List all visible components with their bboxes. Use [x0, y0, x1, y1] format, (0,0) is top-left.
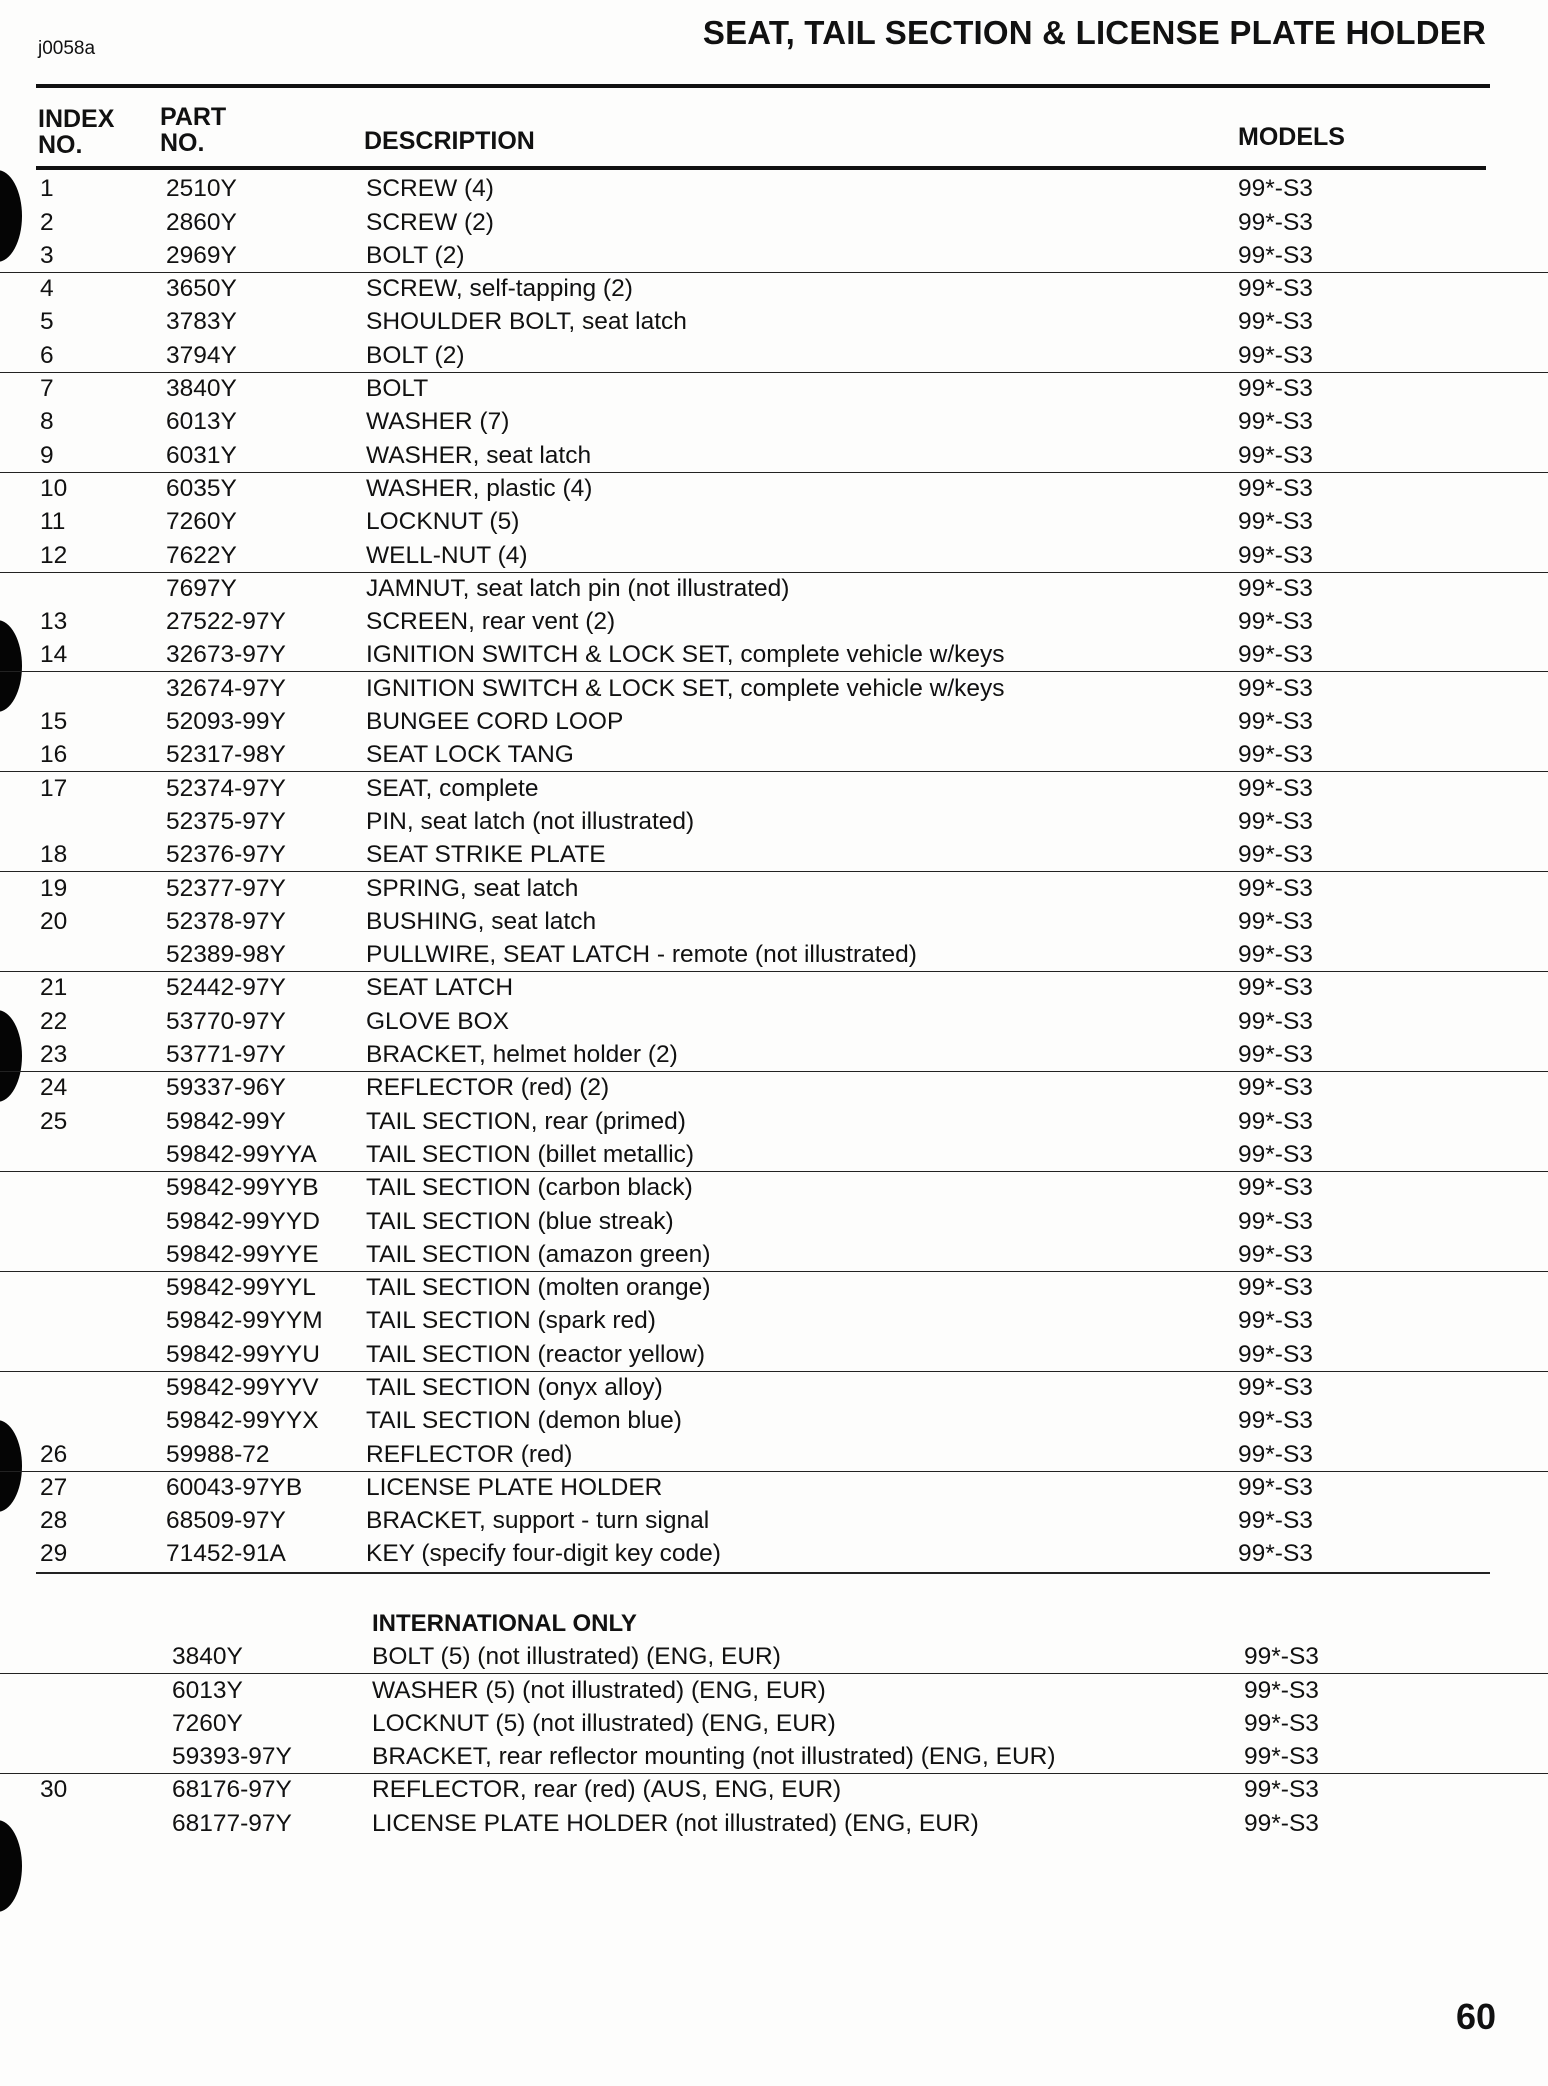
index-cell: 26	[40, 1440, 68, 1468]
description-cell: TAIL SECTION (onyx alloy)	[366, 1373, 663, 1401]
models-cell: 99*-S3	[1238, 874, 1313, 902]
description-cell: JAMNUT, seat latch pin (not illustrated)	[366, 574, 790, 602]
index-cell: 16	[40, 741, 68, 769]
description-cell: WASHER (7)	[366, 408, 510, 436]
models-cell: 99*-S3	[1238, 541, 1313, 569]
index-cell: 30	[40, 1776, 68, 1804]
models-cell: 99*-S3	[1238, 441, 1313, 469]
part-number-cell: 3650Y	[166, 275, 237, 303]
models-cell: 99*-S3	[1238, 508, 1313, 536]
models-cell: 99*-S3	[1238, 408, 1313, 436]
description-cell: SCREW (2)	[366, 208, 494, 236]
table-row	[0, 205, 1548, 238]
table-row	[0, 1038, 1548, 1071]
models-cell: 99*-S3	[1244, 1743, 1319, 1771]
description-cell: TAIL SECTION (blue streak)	[366, 1207, 674, 1235]
part-number-cell: 32674-97Y	[166, 674, 286, 702]
table-row	[0, 1104, 1548, 1137]
table-row	[0, 1371, 1548, 1404]
part-number-cell: 2860Y	[166, 208, 237, 236]
table-row	[0, 1204, 1548, 1237]
description-cell: REFLECTOR (red)	[366, 1440, 573, 1468]
description-cell: LOCKNUT (5)	[366, 508, 520, 536]
table-row	[0, 871, 1548, 904]
table-row	[0, 1271, 1548, 1304]
models-cell: 99*-S3	[1238, 1507, 1313, 1535]
parts-table	[0, 172, 1548, 1570]
description-cell: BUNGEE CORD LOOP	[366, 708, 624, 736]
header-rule	[36, 166, 1486, 170]
part-number-cell: 52378-97Y	[166, 907, 286, 935]
description-cell: REFLECTOR (red) (2)	[366, 1074, 610, 1102]
part-number-cell: 59842-99YYA	[166, 1140, 317, 1168]
part-number-cell: 59337-96Y	[166, 1074, 286, 1102]
index-cell: 25	[40, 1107, 68, 1135]
index-cell: 1	[40, 175, 54, 203]
index-cell: 22	[40, 1007, 68, 1035]
part-number-cell: 59842-99YYX	[166, 1407, 319, 1435]
models-cell: 99*-S3	[1238, 175, 1313, 203]
table-row	[0, 438, 1548, 471]
part-number-cell: 68509-97Y	[166, 1507, 286, 1535]
description-cell: SCREW, self-tapping (2)	[366, 275, 633, 303]
part-number-cell: 52374-97Y	[166, 774, 286, 802]
description-cell: BOLT (5) (not illustrated) (ENG, EUR)	[372, 1643, 781, 1671]
table-row	[0, 938, 1548, 971]
models-cell: 99*-S3	[1238, 1074, 1313, 1102]
part-number-cell: 59842-99YYB	[166, 1174, 319, 1202]
description-cell: SHOULDER BOLT, seat latch	[366, 308, 687, 336]
table-row	[0, 638, 1548, 671]
models-cell: 99*-S3	[1238, 1207, 1313, 1235]
index-cell: 24	[40, 1074, 68, 1102]
part-number-cell: 60043-97YB	[166, 1473, 303, 1501]
description-cell: SPRING, seat latch	[366, 874, 579, 902]
models-cell: 99*-S3	[1238, 308, 1313, 336]
index-cell: 23	[40, 1041, 68, 1069]
index-cell: 13	[40, 608, 68, 636]
models-cell: 99*-S3	[1238, 641, 1313, 669]
table-row	[0, 472, 1548, 505]
models-cell: 99*-S3	[1238, 1307, 1313, 1335]
table-row	[0, 172, 1548, 205]
models-cell: 99*-S3	[1238, 1407, 1313, 1435]
part-number-cell: 59393-97Y	[172, 1743, 292, 1771]
index-cell: 4	[40, 275, 54, 303]
part-number-cell: 6013Y	[166, 408, 237, 436]
table-row	[0, 1404, 1548, 1437]
description-cell: IGNITION SWITCH & LOCK SET, complete vehicle w/keys	[366, 674, 1005, 702]
part-number-cell: 6013Y	[172, 1676, 243, 1704]
index-cell: 29	[40, 1540, 68, 1568]
index-cell: 12	[40, 541, 68, 569]
table-row	[0, 905, 1548, 938]
description-cell: WASHER, seat latch	[366, 441, 592, 469]
index-cell: 11	[40, 508, 66, 536]
part-number-cell: 71452-91A	[166, 1540, 286, 1568]
part-number-cell: 2969Y	[166, 241, 237, 269]
table-row	[0, 538, 1548, 571]
models-cell: 99*-S3	[1238, 974, 1313, 1002]
table-row	[0, 771, 1548, 804]
part-number-cell: 52375-97Y	[166, 807, 286, 835]
index-cell: 28	[40, 1507, 68, 1535]
description-cell: IGNITION SWITCH & LOCK SET, complete vehicle w/keys	[366, 641, 1005, 669]
table-row	[0, 1238, 1548, 1271]
table-row	[0, 705, 1548, 738]
models-cell: 99*-S3	[1244, 1776, 1319, 1804]
part-number-cell: 59842-99YYL	[166, 1274, 316, 1302]
models-cell: 99*-S3	[1244, 1676, 1319, 1704]
description-cell: LOCKNUT (5) (not illustrated) (ENG, EUR)	[372, 1709, 836, 1737]
models-cell: 99*-S3	[1238, 1240, 1313, 1268]
part-number-cell: 68177-97Y	[172, 1809, 292, 1837]
part-number-cell: 59842-99Y	[166, 1107, 286, 1135]
models-cell: 99*-S3	[1238, 375, 1313, 403]
index-cell: 2	[40, 208, 54, 236]
index-cell: 6	[40, 341, 54, 369]
header-part-line1: PART	[160, 103, 227, 131]
part-number-cell: 27522-97Y	[166, 608, 286, 636]
models-cell: 99*-S3	[1238, 241, 1313, 269]
part-number-cell: 7260Y	[172, 1709, 243, 1737]
table-row	[0, 405, 1548, 438]
header-models: MODELS	[1238, 123, 1345, 151]
index-cell: 18	[40, 841, 68, 869]
models-cell: 99*-S3	[1238, 1007, 1313, 1035]
index-cell: 7	[40, 375, 54, 403]
header-index	[38, 106, 114, 158]
models-cell: 99*-S3	[1238, 807, 1313, 835]
description-cell: SCREEN, rear vent (2)	[366, 608, 616, 636]
models-cell: 99*-S3	[1238, 741, 1313, 769]
table-row	[0, 338, 1548, 371]
models-cell: 99*-S3	[1238, 275, 1313, 303]
description-cell: BOLT (2)	[366, 341, 465, 369]
header-index-line1: INDEX	[38, 105, 115, 133]
index-cell: 3	[40, 241, 54, 269]
part-number-cell: 59842-99YYE	[166, 1240, 319, 1268]
table-row	[0, 971, 1548, 1004]
part-number-cell: 7697Y	[166, 574, 237, 602]
models-cell: 99*-S3	[1238, 941, 1313, 969]
description-cell: TAIL SECTION (amazon green)	[366, 1240, 711, 1268]
part-number-cell: 52317-98Y	[166, 741, 286, 769]
description-cell: REFLECTOR, rear (red) (AUS, ENG, EUR)	[372, 1776, 842, 1804]
models-cell: 99*-S3	[1238, 341, 1313, 369]
models-cell: 99*-S3	[1238, 1174, 1313, 1202]
models-cell: 99*-S3	[1238, 1140, 1313, 1168]
models-cell: 99*-S3	[1238, 208, 1313, 236]
table-row	[0, 805, 1548, 838]
part-number-cell: 3840Y	[166, 375, 237, 403]
part-number-cell: 52442-97Y	[166, 974, 286, 1002]
table-row	[0, 1171, 1548, 1204]
part-number-cell: 52377-97Y	[166, 874, 286, 902]
table-row	[0, 838, 1548, 871]
description-cell: GLOVE BOX	[366, 1007, 509, 1035]
description-cell: WASHER (5) (not illustrated) (ENG, EUR)	[372, 1676, 826, 1704]
description-cell: BOLT (2)	[366, 241, 465, 269]
part-number-cell: 59842-99YYV	[166, 1373, 319, 1401]
document-code: j0058a	[38, 38, 96, 59]
index-cell: 8	[40, 408, 54, 436]
top-rule	[36, 84, 1490, 88]
models-cell: 99*-S3	[1238, 574, 1313, 602]
part-number-cell: 6031Y	[166, 441, 237, 469]
models-cell: 99*-S3	[1244, 1809, 1319, 1837]
table-row	[0, 671, 1548, 704]
index-cell: 15	[40, 708, 68, 736]
part-number-cell: 59842-99YYD	[166, 1207, 320, 1235]
description-cell: SEAT STRIKE PLATE	[366, 841, 606, 869]
index-cell: 27	[40, 1473, 68, 1501]
models-cell: 99*-S3	[1238, 608, 1313, 636]
part-number-cell: 7260Y	[166, 508, 237, 536]
page-number: 60	[1455, 1996, 1496, 2037]
table-row	[0, 1740, 1548, 1773]
table-row	[0, 239, 1548, 272]
table-row	[0, 1437, 1548, 1470]
international-heading: INTERNATIONAL ONLY	[372, 1610, 637, 1637]
table-row	[0, 1004, 1548, 1037]
models-cell: 99*-S3	[1238, 1041, 1313, 1069]
description-cell: BRACKET, support - turn signal	[366, 1507, 710, 1535]
description-cell: TAIL SECTION (molten orange)	[366, 1274, 711, 1302]
index-cell: 14	[40, 641, 68, 669]
models-cell: 99*-S3	[1238, 774, 1313, 802]
models-cell: 99*-S3	[1238, 1373, 1313, 1401]
part-number-cell: 59842-99YYU	[166, 1340, 320, 1368]
table-row	[0, 1806, 1548, 1839]
description-cell: PIN, seat latch (not illustrated)	[366, 807, 695, 835]
models-cell: 99*-S3	[1238, 1440, 1313, 1468]
part-number-cell: 2510Y	[166, 175, 237, 203]
models-cell: 99*-S3	[1238, 1473, 1313, 1501]
index-cell: 10	[40, 474, 68, 502]
page-title: SEAT, TAIL SECTION & LICENSE PLATE HOLDER	[702, 14, 1486, 51]
description-cell: KEY (specify four-digit key code)	[366, 1540, 721, 1568]
description-cell: TAIL SECTION (spark red)	[366, 1307, 656, 1335]
part-number-cell: 52389-98Y	[166, 941, 286, 969]
index-cell: 9	[40, 441, 54, 469]
part-number-cell: 32673-97Y	[166, 641, 286, 669]
description-cell: BRACKET, rear reflector mounting (not illustrated) (ENG, EUR)	[372, 1743, 1056, 1771]
table-row	[0, 605, 1548, 638]
table-row	[0, 1471, 1548, 1504]
table-row	[0, 1071, 1548, 1104]
description-cell: WASHER, plastic (4)	[366, 474, 593, 502]
description-cell: PULLWIRE, SEAT LATCH - remote (not illustrated)	[366, 941, 917, 969]
description-cell: SEAT LATCH	[366, 974, 514, 1002]
models-cell: 99*-S3	[1238, 474, 1313, 502]
table-row	[0, 1537, 1548, 1570]
description-cell: SEAT, complete	[366, 774, 539, 802]
models-cell: 99*-S3	[1238, 1107, 1313, 1135]
table-row	[0, 1304, 1548, 1337]
part-number-cell: 6035Y	[166, 474, 237, 502]
table-row	[0, 1504, 1548, 1537]
index-cell: 21	[40, 974, 68, 1002]
part-number-cell: 59988-72	[166, 1440, 270, 1468]
part-number-cell: 7622Y	[166, 541, 237, 569]
table-row	[0, 1337, 1548, 1370]
description-cell: SEAT LOCK TANG	[366, 741, 574, 769]
international-table	[0, 1640, 1548, 1840]
table-row	[0, 572, 1548, 605]
header-index-line2: NO.	[38, 131, 83, 159]
part-number-cell: 52376-97Y	[166, 841, 286, 869]
models-cell: 99*-S3	[1244, 1709, 1319, 1737]
models-cell: 99*-S3	[1244, 1643, 1319, 1671]
description-cell: TAIL SECTION (carbon black)	[366, 1174, 693, 1202]
models-cell: 99*-S3	[1238, 841, 1313, 869]
description-cell: TAIL SECTION (reactor yellow)	[366, 1340, 705, 1368]
part-number-cell: 3783Y	[166, 308, 237, 336]
description-cell: WELL-NUT (4)	[366, 541, 528, 569]
part-number-cell: 3840Y	[172, 1643, 243, 1671]
table-row	[0, 1707, 1548, 1740]
header-part	[160, 104, 226, 156]
header-part-line2: NO.	[160, 129, 205, 157]
table-bottom-rule	[36, 1572, 1490, 1574]
table-row	[0, 738, 1548, 771]
description-cell: LICENSE PLATE HOLDER (not illustrated) (ENG, EUR)	[372, 1809, 979, 1837]
description-cell: BOLT	[366, 375, 429, 403]
index-cell: 5	[40, 308, 54, 336]
index-cell: 17	[40, 774, 68, 802]
description-cell: LICENSE PLATE HOLDER	[366, 1473, 663, 1501]
models-cell: 99*-S3	[1238, 708, 1313, 736]
part-number-cell: 52093-99Y	[166, 708, 286, 736]
table-row	[0, 372, 1548, 405]
models-cell: 99*-S3	[1238, 1274, 1313, 1302]
part-number-cell: 53770-97Y	[166, 1007, 286, 1035]
part-number-cell: 53771-97Y	[166, 1041, 286, 1069]
header-description: DESCRIPTION	[364, 127, 535, 155]
description-cell: BRACKET, helmet holder (2)	[366, 1041, 678, 1069]
table-row	[0, 1773, 1548, 1806]
models-cell: 99*-S3	[1238, 1340, 1313, 1368]
table-row	[0, 305, 1548, 338]
part-number-cell: 68176-97Y	[172, 1776, 292, 1804]
models-cell: 99*-S3	[1238, 674, 1313, 702]
table-row	[0, 505, 1548, 538]
table-row	[0, 1138, 1548, 1171]
index-cell: 19	[40, 874, 68, 902]
table-row	[0, 1673, 1548, 1706]
part-number-cell: 3794Y	[166, 341, 237, 369]
part-number-cell: 59842-99YYM	[166, 1307, 323, 1335]
description-cell: TAIL SECTION (billet metallic)	[366, 1140, 695, 1168]
description-cell: TAIL SECTION (demon blue)	[366, 1407, 682, 1435]
description-cell: BUSHING, seat latch	[366, 907, 597, 935]
models-cell: 99*-S3	[1238, 907, 1313, 935]
description-cell: TAIL SECTION, rear (primed)	[366, 1107, 686, 1135]
description-cell: SCREW (4)	[366, 175, 494, 203]
table-row	[0, 272, 1548, 305]
models-cell: 99*-S3	[1238, 1540, 1313, 1568]
index-cell: 20	[40, 907, 68, 935]
table-row	[0, 1640, 1548, 1673]
